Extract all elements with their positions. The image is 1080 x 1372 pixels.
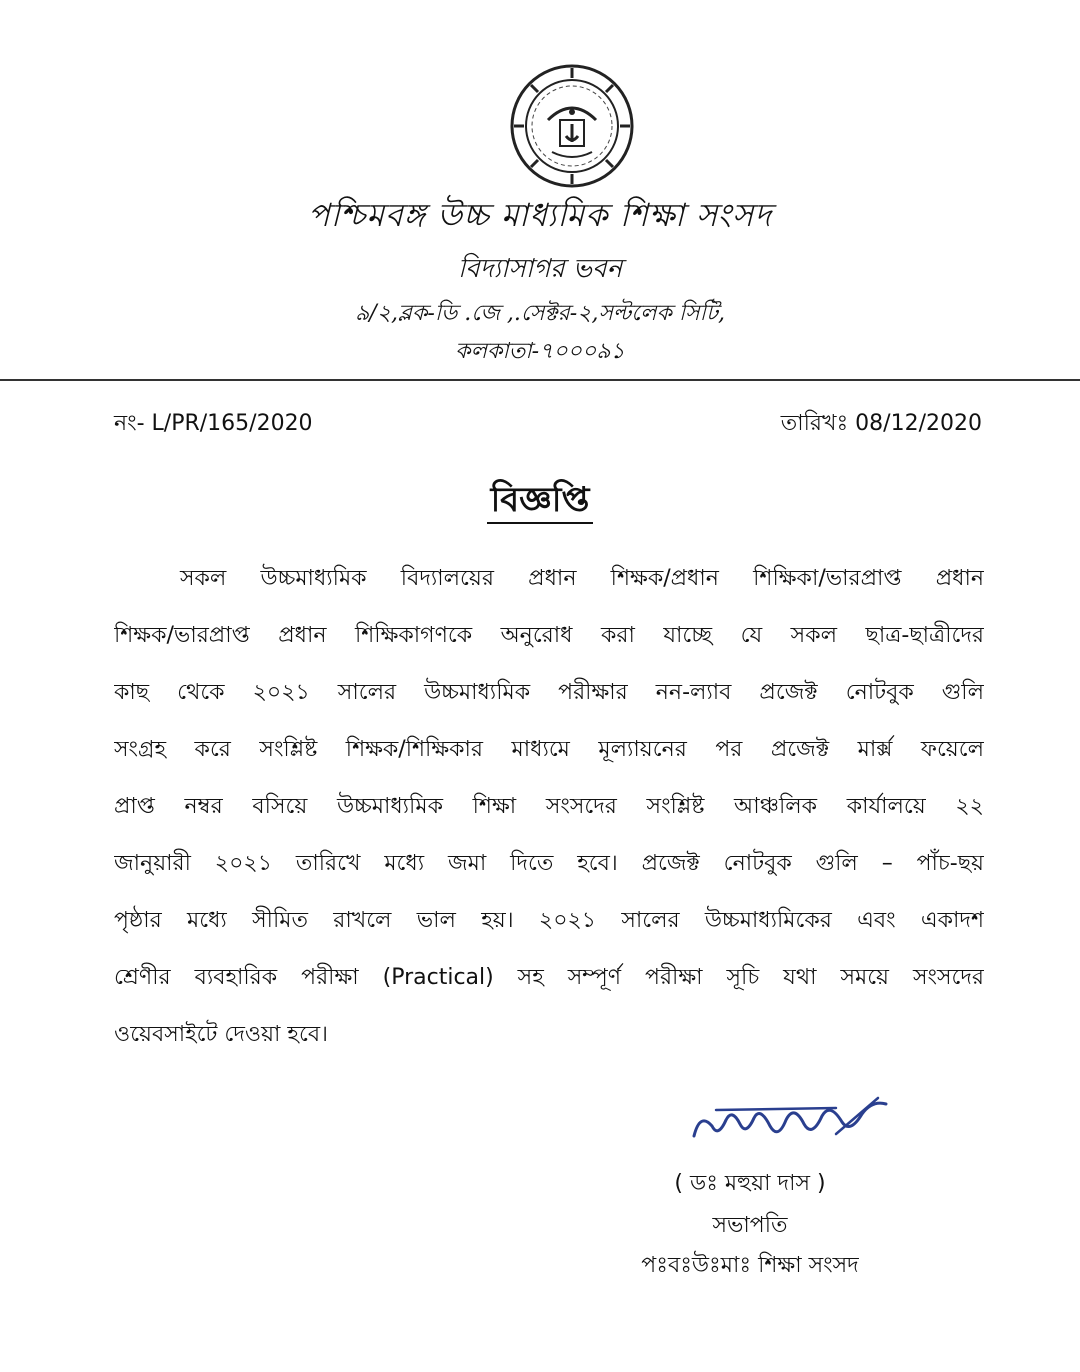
body-line: প্রাপ্ত নম্বর বসিয়ে উচ্চমাধ্যমিক শিক্ষা সংসদের সংশ্লিষ্ট আঞ্চলিক কার্যালয়ে ২২ bbox=[114, 794, 984, 819]
signatory-organisation: পঃবঃউঃমাঃ শিক্ষা সংসদ bbox=[641, 1253, 859, 1278]
body-line: সংগ্রহ করে সংশ্লিষ্ট শিক্ষক/শিক্ষিকার মাধ্যমে মূল্যায়নের পর প্রজেক্ট মার্ক্স ফয়েলে bbox=[114, 737, 984, 762]
address-line-1: ৯/২,ব্লক-ডি .জে ,.সেক্টর-২,সল্টলেক সিটি, bbox=[355, 301, 725, 326]
body-line: ওয়েবসাইটে দেওয়া হবে। bbox=[114, 1022, 328, 1047]
header-divider bbox=[0, 379, 1080, 381]
signatory-designation: সভাপতি bbox=[712, 1213, 788, 1238]
address-line-2: কলকাতা-৭০০০৯১ bbox=[455, 339, 625, 364]
body-line: শিক্ষক/ভারপ্রাপ্ত প্রধান শিক্ষিকাগণকে অনুরোধ করা যাচ্ছে যে সকল ছাত্র-ছাত্রীদের bbox=[114, 623, 984, 648]
memo-number: নং- L/PR/165/2020 bbox=[114, 411, 313, 436]
memo-date: তারিখঃ 08/12/2020 bbox=[780, 411, 982, 436]
handwritten-signature bbox=[686, 1090, 906, 1160]
body-line: শ্রেণীর ব্যবহারিক পরীক্ষা (Practical) সহ সম্পূর্ণ পরীক্ষা সূচি যথা সময়ে সংসদের bbox=[114, 965, 984, 990]
body-line: সকল উচ্চমাধ্যমিক বিদ্যালয়ের প্রধান শিক্ষক/প্রধান শিক্ষিকা/ভারপ্রাপ্ত প্রধান bbox=[180, 566, 984, 591]
council-name: পশ্চিমবঙ্গ উচ্চ মাধ্যমিক শিক্ষা সংসদ bbox=[307, 196, 773, 234]
body-line: কাছ থেকে ২০২১ সালের উচ্চমাধ্যমিক পরীক্ষার নন-ল্যাব প্রজেক্ট নোটবুক গুলি bbox=[114, 680, 984, 705]
body-line: জানুয়ারী ২০২১ তারিখে মধ্যে জমা দিতে হবে। প্রজেক্ট নোটবুক গুলি – পাঁচ-ছয় bbox=[114, 851, 984, 876]
building-name: বিদ্যাসাগর ভবন bbox=[457, 254, 623, 284]
body-line: পৃষ্ঠার মধ্যে সীমিত রাখলে ভাল হয়। ২০২১ সালের উচ্চমাধ্যমিকের এবং একাদশ bbox=[114, 908, 984, 933]
signatory-name: ( ডঃ মহুয়া দাস ) bbox=[674, 1171, 826, 1196]
notice-title bbox=[0, 474, 1080, 531]
notice-body bbox=[114, 550, 984, 1063]
council-seal-icon bbox=[508, 62, 636, 190]
notice-title-text: বিজ্ঞপ্তি bbox=[487, 480, 594, 524]
